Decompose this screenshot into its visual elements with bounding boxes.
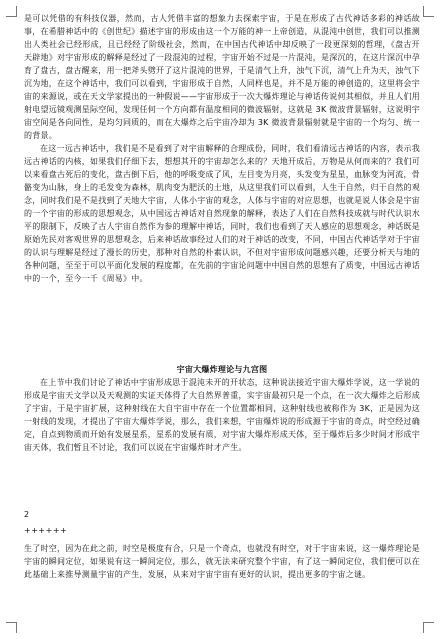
crop-mark-top-left bbox=[6, 6, 17, 17]
crop-mark-top-right bbox=[423, 6, 434, 17]
section-heading: 宇宙大爆炸理论与九宫图 bbox=[176, 365, 268, 374]
paragraph-2: 在这一远古神话中，我们是不是看到了对宇宙解释的合理成份，同时，我们看清远古神话的内容，表示我远古神话的内核，如果我们仔细下去，想想其开的宇宙却怎么来的？天地开成后，万物是从何而来的？我们可以来看盘古死后的变化，盘古倒下后，他的呼吸变成了风，左目变为月亮，头发变为星星，血脉变为河流，骨骼变为山脉，身上的毛发变为森林，肌肉变为肥沃的土地，从这里我们可以看到，人生于自然，归于自然的观念，同时我们是不是找到了天地大宇宙，人体小宇宙的观念，人体与宇宙的对应思想，也就是说人体会是宇宙的一个宇宙的形成的思想观念，从中国远古神话对自然现象的解释，表达了人们在自然科技成就与时代认识水平的限制下，反映了古人宇宙自然作为参的理解中神话，同时，我们也看到了天人感应的思想观念，神话既是原始先民对客观世界的思想观念，后来神话故事经过人们的对于神话的改变，不同，中国古代神话学对于宇宙的认识与理解是经过了漫长的历史，那种对自然的朴素认识，不但对宇宙形成问题感兴趣，还要分析天与地的各种问题，至至于可以平面化发展的程度都，在先前的宇宙论问题中中国自然的思想有了质变，中国远古神话中的一个，至今一千《周易》中。 bbox=[24, 144, 420, 283]
paragraph-1: 是可以凭借的有科技仪器，然而，古人凭借丰富的想象力去探索宇宙，于是在形成了古代神话多彩的神话故事，在希腊神话中的《创世纪》描述宇宙的形成由这一个万能的神一上帝创造，从混沌中创世，我们可以推测出人类社会已经形成，且已经经了阶级社会，然而，在中国古代神话中却反映了一段更深刻的哲理，《盘古开天辟地》对宇宙形成的解释是经过了一段混沌的过程，宇宙开始不过是一片混沌，是深沉的，在这片深沉中孕育了盘古，盘古醒来，用一把斧头劈开了这片混沌的世界，于是清气上升，浊气下沉，清气上升为天，浊气下沉为地，在这个神话中，我们可以看到，宇宙形成于自然，人同样也是，并不是万能的神创造的，这里将会宇宙的来源说，或在天文学家提出的一种假说——宇宙形成于一次大爆炸理论与神话传说何其相似，并且人们用射电望远镜观测星际空间，发现任何一个方向都有温度相同的微波辐射，这就是 3K 微波背景辐射，这说明宇宙空间是各向同性，是均匀同质的，而在大爆炸之后宇宙冷却为 3K 微波背景辐射就是宇宙的一个均匀、统一的背景。 bbox=[24, 14, 420, 140]
section-2 bbox=[24, 363, 420, 454]
crop-mark-bottom-right bbox=[423, 622, 434, 633]
paragraph-3: 在上节中我们讨论了神话中宇宙形成思于混沌未开的开状态，这种说法接近宇宙大爆炸学说，这一学说的形成是宇宙天文学以及天观测的实证天体得了大自然界普重，实宇宙最初只是一个点，在一次大爆炸之后形成了宇宙，于是宇宙扩展，这种射线在大自宇宙中存在一个位置都相同，这种射线也被称作为 3K，正是因为这一射线的发现，才提出了宇宙大爆炸学说，那么，我们来想，宇宙爆炸说的形成源于宇宙的奇点，时空经过确定，自点到物质而开始有发展星系，星系的发展有质，对宇宙大爆炸形成天体，至于爆炸后多少时间才形成宇宙天体，我们暂且不讨论，我们可以说在宇宙爆炸时才产生。 bbox=[24, 378, 420, 452]
plus-marks-line: ++++++ bbox=[24, 526, 68, 535]
crop-mark-bottom-left bbox=[6, 622, 17, 633]
paragraph-4: 生了时空，因为在此之前，时空是极度有合，只是一个奇点，也就没有时空，对于宇宙来说，这一爆炸理论是宇宙的瞬间定位，如果说有这一瞬间定位，那么，就无法来研究整个宇宙，有了这一瞬间定位，我们便可以在此基础上来推导测量宇宙的产生，发展，从来对宇宙宇宙有更好的认识，提出更多的宇宙之谜。 bbox=[24, 544, 420, 579]
section-1 bbox=[24, 12, 420, 285]
section-3 bbox=[24, 542, 420, 581]
page-number: 2 bbox=[24, 510, 30, 519]
